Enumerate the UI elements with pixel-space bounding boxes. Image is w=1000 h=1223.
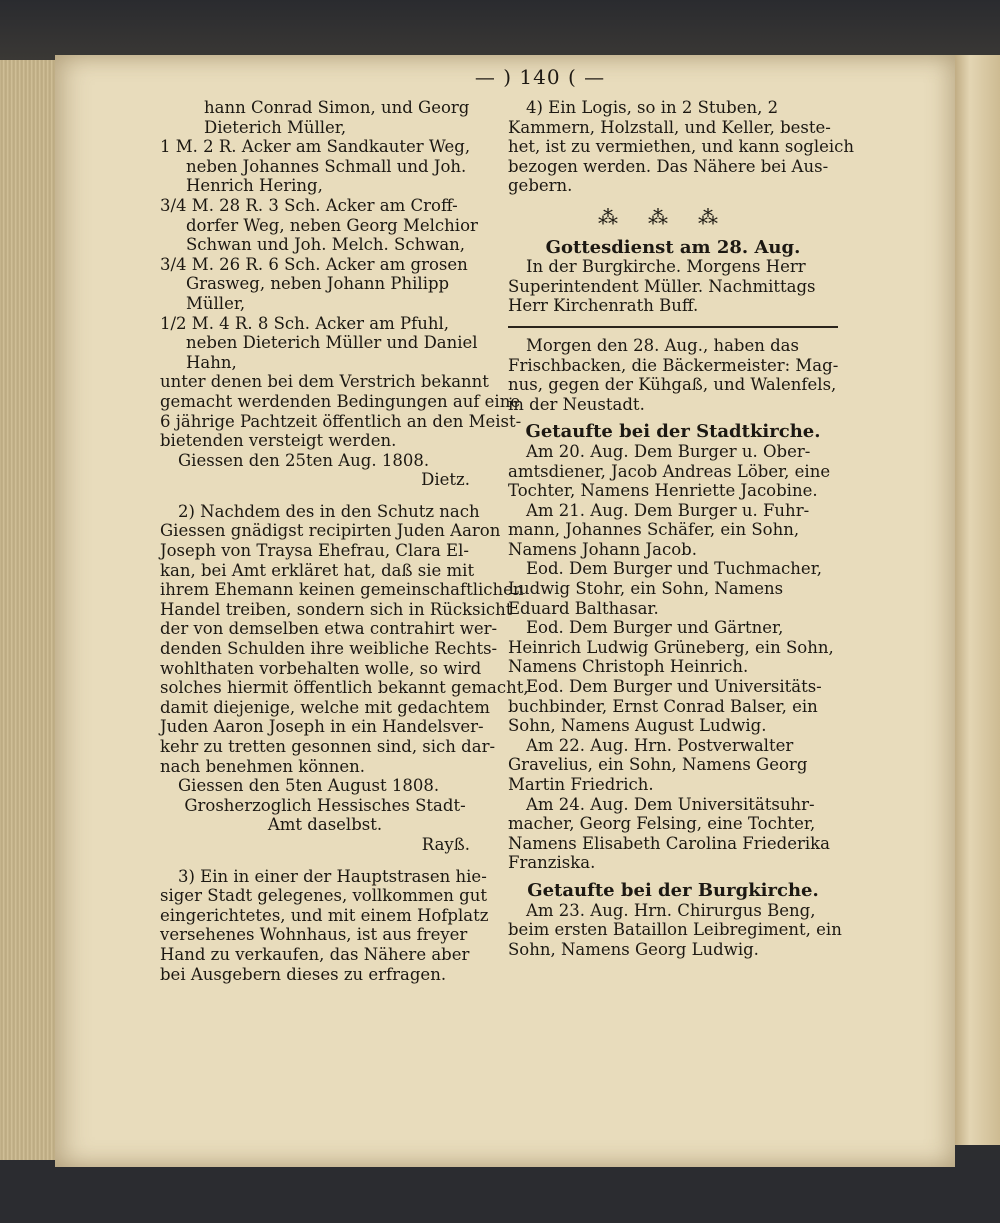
section-heading: Getaufte bei der Stadtkirche. <box>525 421 821 443</box>
text-line: Eod. Dem Burger und Gärtner, <box>526 618 784 638</box>
signature: Dietz. <box>421 470 470 490</box>
text-line: kehr zu tretten gesonnen sind, sich dar- <box>160 737 496 756</box>
text-line: Heinrich Ludwig Grüneberg, ein Sohn, <box>508 637 834 657</box>
text-line: 3/4 M. 26 R. 6 Sch. Acker am grosen <box>160 254 468 274</box>
text-line: ihrem Ehemann keinen gemeinschaftlichen <box>160 580 524 600</box>
signature: Rayß. <box>421 834 470 854</box>
text-line: denden Schulden ihre weibliche Rechts- <box>160 639 498 659</box>
divider <box>508 326 838 328</box>
text-line: Am 21. Aug. Dem Burger u. Fuhr- <box>526 500 810 520</box>
text-line: neben Dieterich Müller und Daniel <box>186 333 478 353</box>
text-line: 1/2 M. 4 R. 8 Sch. Acker am Pfuhl, <box>160 313 450 333</box>
text-line: kan, bei Amt erkläret hat, daß sie mit <box>160 560 475 580</box>
text-line: Kammern, Holzstall, und Keller, beste- <box>508 117 831 137</box>
text-line: Schwan und Joh. Melch. Schwan, <box>186 235 466 255</box>
text-line: Müller, <box>186 293 246 313</box>
text-line: Frischbacken, die Bäckermeister: Mag- <box>508 355 839 375</box>
text-line: bezogen werden. Das Nähere bei Aus- <box>508 156 829 176</box>
text-line: Superintendent Müller. Nachmittags <box>508 276 816 296</box>
text-line: Handel treiben, sondern sich in Rücksicht <box>160 599 513 619</box>
text-line: Hand zu verkaufen, das Nähere aber <box>160 944 470 964</box>
text-line: Eod. Dem Burger und Tuchmacher, <box>526 559 823 579</box>
text-line: Giessen gnädigst recipirten Juden Aaron <box>160 521 501 541</box>
text-line: Dieterich Müller, <box>204 117 347 137</box>
book-edge-right <box>950 55 1000 1145</box>
text-line: Namens Johann Jacob. <box>508 539 697 559</box>
text-line: gebern. <box>508 176 573 196</box>
text-line: Henrich Hering, <box>186 176 323 196</box>
text-line: 3/4 M. 28 R. 3 Sch. Acker am Croff- <box>160 195 458 215</box>
text-line: gemacht werdenden Bedingungen auf eine <box>160 391 521 411</box>
text-line: 6 jährige Pachtzeit öffentlich an den Meist- <box>160 411 522 431</box>
text-line: Am 24. Aug. Dem Universitätsuhr- <box>526 794 815 814</box>
text-line: bietenden versteigt werden. <box>160 431 397 451</box>
text-line: 4) Ein Logis, so in 2 Stuben, 2 <box>526 98 779 117</box>
text-line: dorfer Weg, neben Georg Melchior <box>186 215 478 235</box>
text-line: Namens Christoph Heinrich. <box>508 657 749 677</box>
text-line: nus, gegen der Kühgaß, und Walenfels, <box>508 375 837 395</box>
text-line: amtsdiener, Jacob Andreas Löber, eine <box>508 461 831 481</box>
text-line: Tochter, Namens Henriette Jacobine. <box>508 481 818 501</box>
signature: Grosherzoglich Hessisches Stadt- <box>184 795 466 815</box>
text-line: beim ersten Bataillon Leibregiment, ein <box>508 920 842 940</box>
text-line: Hahn, <box>186 352 237 372</box>
text-line: damit diejenige, welche mit gedachtem <box>160 697 490 717</box>
text-line: Giessen den 25ten Aug. 1808. <box>178 450 430 470</box>
text-line: Am 23. Aug. Hrn. Chirurgus Beng, <box>526 900 816 920</box>
backdrop-top <box>0 0 1000 60</box>
backdrop-bottom <box>0 1160 1000 1223</box>
text-line: versehenes Wohnhaus, ist aus freyer <box>160 925 468 945</box>
text-line: Franziska. <box>508 853 596 873</box>
text-line: eingerichtetes, und mit einem Hofplatz <box>160 905 489 925</box>
text-line: neben Johannes Schmall und Joh. <box>186 156 467 176</box>
separator-stars: ⁂⁂⁂ <box>598 204 748 229</box>
text-line: der von demselben etwa contrahirt wer- <box>160 619 498 639</box>
text-line: mann, Johannes Schäfer, ein Sohn, <box>508 520 800 540</box>
text-line: Morgen den 28. Aug., haben das <box>526 335 799 355</box>
text-line: het, ist zu vermiethen, und kann sogleich <box>508 137 855 157</box>
text-line: in der Neustadt. <box>508 394 645 414</box>
text-line: 2) Nachdem des in den Schutz nach <box>178 501 480 521</box>
text-line: bei Ausgebern dieses zu erfragen. <box>160 964 447 984</box>
text-line: solches hiermit öffentlich bekannt gemacht, <box>160 678 529 698</box>
text-line: Sohn, Namens Georg Ludwig. <box>508 939 759 959</box>
text-line: Eod. Dem Burger und Universitäts- <box>526 677 822 697</box>
right-column <box>508 98 855 959</box>
text-line: hann Conrad Simon, und Georg <box>204 98 470 117</box>
section-heading: Getaufte bei der Burgkirche. <box>527 879 819 901</box>
text-line: Namens Elisabeth Carolina Friederika <box>508 833 831 853</box>
text-line: 3) Ein in einer der Hauptstrasen hie- <box>178 866 487 886</box>
book-edge-left <box>0 60 60 1170</box>
signature: Amt daselbst. <box>267 815 383 835</box>
text-line: Eduard Balthasar. <box>508 598 659 618</box>
text-line: siger Stadt gelegenes, vollkommen gut <box>160 886 487 906</box>
text-line: macher, Georg Felsing, eine Tochter, <box>508 814 816 834</box>
text-line: nach benehmen können. <box>160 756 366 776</box>
text-line: Joseph von Traysa Ehefrau, Clara El- <box>160 541 469 561</box>
page-number: — ) 140 ( — <box>474 65 606 89</box>
text-line: unter denen bei dem Verstrich bekannt <box>160 372 489 392</box>
text-line: Gravelius, ein Sohn, Namens Georg <box>508 755 808 775</box>
text-line: Am 20. Aug. Dem Burger u. Ober- <box>526 441 811 461</box>
text-line: Grasweg, neben Johann Philipp <box>186 274 450 294</box>
left-column <box>160 98 529 984</box>
text-line: Martin Friedrich. <box>508 775 654 794</box>
text-line: Giessen den 5ten August 1808. <box>178 776 440 796</box>
text-line: In der Burgkirche. Morgens Herr <box>526 257 806 277</box>
text-line: Sohn, Namens August Ludwig. <box>508 716 767 736</box>
text-line: wohlthaten vorbehalten wolle, so wird <box>160 658 482 678</box>
section-heading: Gottesdienst am 28. Aug. <box>545 236 801 258</box>
text-line: Juden Aaron Joseph in ein Handelsver- <box>160 717 484 737</box>
text-line: Am 22. Aug. Hrn. Postverwalter <box>526 735 794 755</box>
text-line: Herr Kirchenrath Buff. <box>508 296 699 316</box>
text-line: 1 M. 2 R. Acker am Sandkauter Weg, <box>160 137 471 157</box>
text-line: buchbinder, Ernst Conrad Balser, ein <box>508 696 818 716</box>
text-line: Ludwig Stohr, ein Sohn, Namens <box>508 579 784 599</box>
